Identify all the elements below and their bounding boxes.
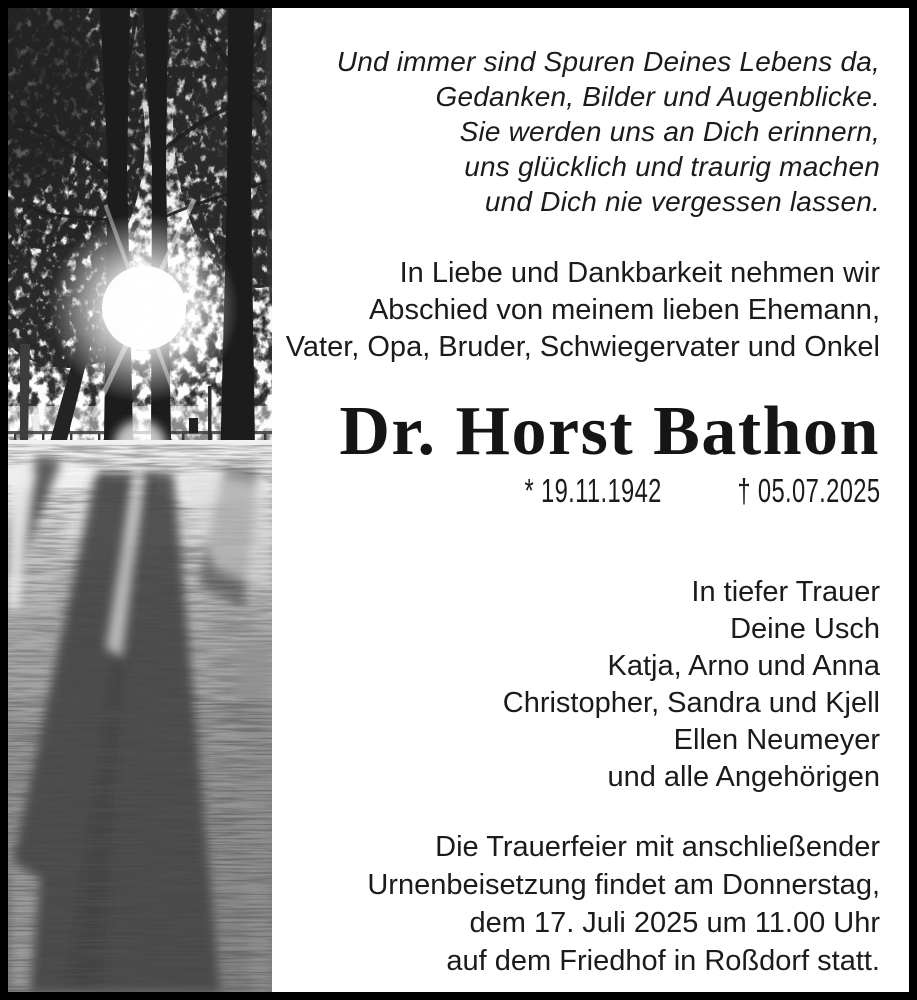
poem-line: uns glücklich und traurig machen xyxy=(464,151,880,182)
intro-line: Abschied von meinem lieben Ehemann, xyxy=(368,294,880,326)
obituary-text-column xyxy=(272,8,909,992)
mourners-line: Katja, Arno und Anna xyxy=(607,650,880,682)
mourners-line: In tiefer Trauer xyxy=(691,576,880,608)
intro-text xyxy=(272,255,880,366)
mourners-list xyxy=(272,574,880,796)
deceased-name: Dr. Horst Bathon xyxy=(339,393,880,470)
intro-line: In Liebe und Dankbarkeit nehmen wir xyxy=(399,257,880,289)
funeral-line: Die Trauerfeier mit anschließender xyxy=(435,831,880,863)
memorial-photo xyxy=(8,8,272,992)
life-dates-row xyxy=(524,472,880,510)
obituary-inner xyxy=(8,8,909,992)
mourners-line: Ellen Neumeyer xyxy=(673,724,880,756)
poem-line: Gedanken, Bilder und Augenblicke. xyxy=(435,81,880,112)
poem-line: Sie werden uns an Dich erinnern, xyxy=(459,116,880,147)
death-date: † 05.07.2025 xyxy=(736,472,880,509)
life-dates xyxy=(272,472,880,510)
mourners-line: und alle Angehörigen xyxy=(607,761,880,793)
funeral-line: dem 17. Juli 2025 um 11.00 Uhr xyxy=(469,907,880,939)
poem-line: und Dich nie vergessen lassen. xyxy=(484,186,880,217)
funeral-line: auf dem Friedhof in Roßdorf statt. xyxy=(446,945,880,977)
funeral-line: Urnenbeisetzung findet am Donnerstag, xyxy=(367,869,880,901)
poem-line: Und immer sind Spuren Deines Lebens da, xyxy=(336,46,880,77)
memorial-poem xyxy=(272,8,880,219)
mourners-line: Christopher, Sandra und Kjell xyxy=(502,687,880,719)
birth-date: * 19.11.1942 xyxy=(524,472,662,509)
intro-line: Vater, Opa, Bruder, Schwiegervater und Onkel xyxy=(285,331,880,363)
trees-sunlight-illustration xyxy=(8,8,272,992)
mourners-line: Deine Usch xyxy=(730,613,880,645)
funeral-info xyxy=(272,828,880,980)
